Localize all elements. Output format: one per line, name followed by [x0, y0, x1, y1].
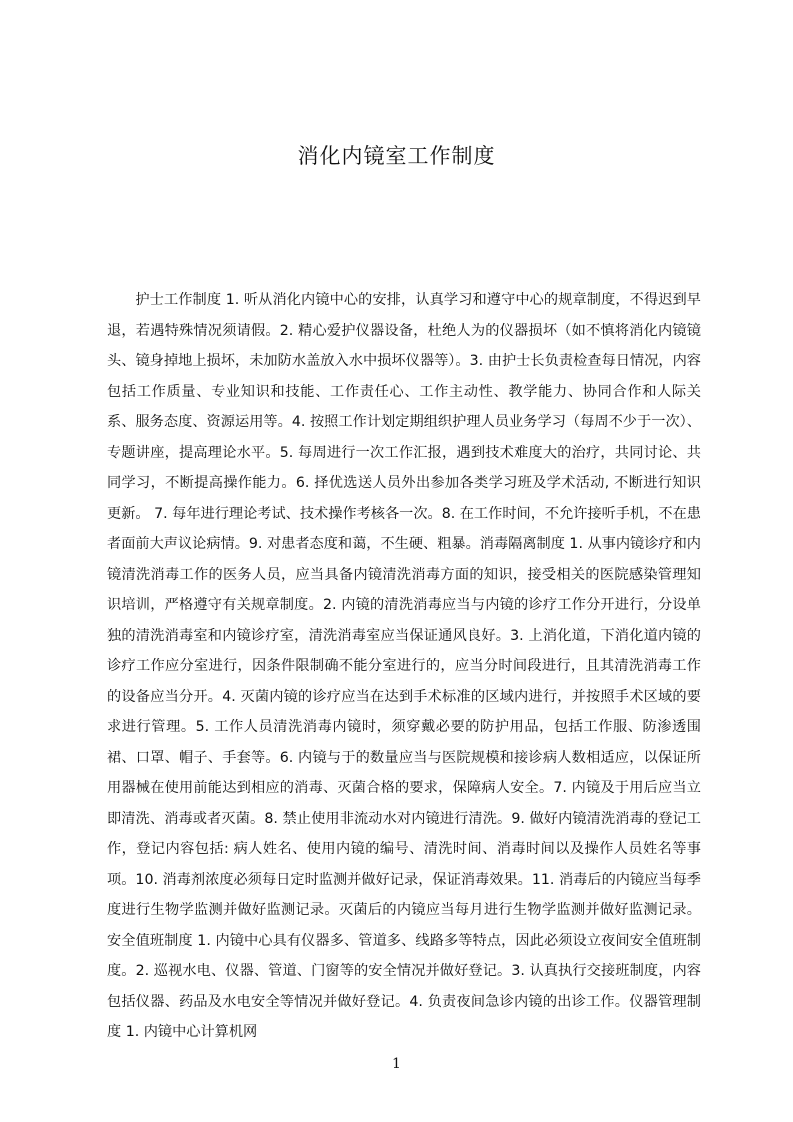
document-title: 消化内镜室工作制度: [297, 144, 496, 168]
document-body-paragraph: 护士工作制度 1. 听从消化内镜中心的安排，认真学习和遵守中心的规章制度，不得迟到早退，若遇特殊情况须请假。2. 精心爱护仪器设备，杜绝人为的仪器损坏（如不慎将消化内镜镜头、镜身掉地上损坏，未加防水盖放入水中损坏仪器等）。3. 由护士长负责检查每日情况，内容包括工作质量、专业知识和技能、工作责任心、工作主动性、教学能力、协同合作和人际关系、服务态度、资源运用等。4. 按照工作计划定期组织护理人员业务学习（每周不少于一次）、专题讲座，提高理论水平。5. 每周进行一次工作汇报，遇到技术难度大的治疗，共同讨论、共同学习，不断提高操作能力。6. 择优选送人员外出参加各类学习班及学术活动, 不断进行知识更新。 7. 每年进行理论考试、技术操作考核各一次。8. 在工作时间，不允许接听手机，不在患者面前大声议论病情。9. 对患者态度和蔼，不生硬、粗暴。消毒隔离制度 1. 从事内镜诊疗和内镜清洗消毒工作的医务人员，应当具备内镜清洗消毒方面的知识，接受相关的医院感染管理知识培训，严格遵守有关规章制度。2. 内镜的清洗消毒应当与内镜的诊疗工作分开进行，分设单独的清洗消毒室和内镜诊疗室，清洗消毒室应当保证通风良好。3. 上消化道，下消化道内镜的诊疗工作应分室进行，因条件限制确不能分室进行的，应当分时间段进行，且其清洗消毒工作的设备应当分开。4. 灭菌内镜的诊疗应当在达到手术标准的区域内进行，并按照手术区域的要求进行管理。5. 工作人员清洗消毒内镜时，须穿戴必要的防护用品，包括工作服、防渗透围裙、口罩、帽子、手套等。6. 内镜与于的数量应当与医院规模和接诊病人数相适应，以保证所用器械在使用前能达到相应的消毒、灭菌合格的要求，保障病人安全。7. 内镜及于用后应当立即清洗、消毒或者灭菌。8. 禁止使用非流动水对内镜进行清洗。9. 做好内镜清洗消毒的登记工作，登记内容包括: 病人姓名、使用内镜的编号、清洗时间、消毒时间以及操作人员姓名等事项。10. 消毒剂浓度必须每日定时监测并做好记录，保证消毒效果。11. 消毒后的内镜应当每季度进行生物学监测并做好监测记录。灭菌后的内镜应当每月进行生物学监测并做好监测记录。安全值班制度 1. 内镜中心具有仪器多、管道多、线路多等特点，因此必须设立夜间安全值班制度。2. 巡视水电、仪器、管道、门窗等的安全情况并做好登记。3. 认真执行交接班制度，内容包括仪器、药品及水电安全等情况并做好登记。4. 负责夜间急诊内镜的出诊工作。仪器管理制度 1. 内镜中心计算机网: [107, 292, 701, 1040]
page-number: 1: [392, 1056, 401, 1072]
